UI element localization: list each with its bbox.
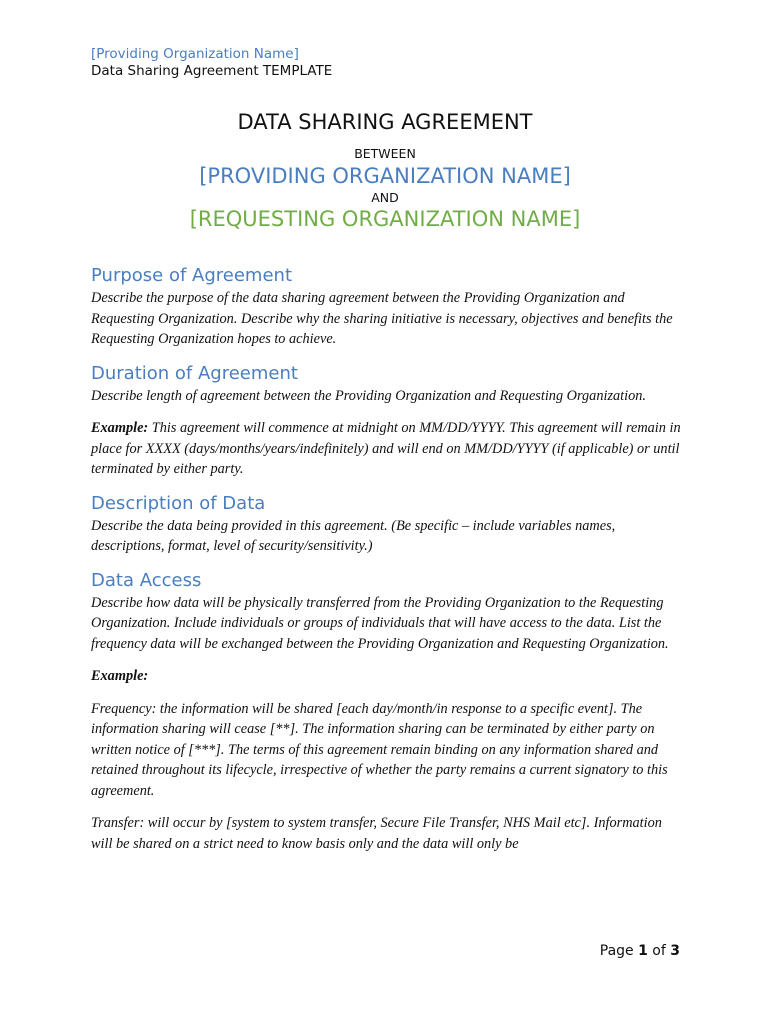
document-body [91,265,681,854]
of-label: of [647,943,671,959]
section-access [91,570,681,855]
page-current: 1 [638,943,648,959]
section-purpose [91,265,681,350]
access-frequency-text: Frequency: the information will be shared [each day/month/in response to a specific event]. The information sharing will cease [**]. The information sharing can be terminated by either party on written notice of [***]. The terms of this agreement remain binding on any information shared and retained throughout its lifecycle, irrespective of whether the party remains a current signatory to this agreement. [91,700,668,799]
duration-example-label: Example: [91,420,149,436]
section-text-purpose: Describe the purpose of the data sharing agreement between the Providing Organization and Requesting Organization. Describe why the sharing initiative is necessary, objectives and benefits the Requesting Organization hopes to achieve. [91,290,673,347]
providing-org-name: [PROVIDING ORGANIZATION NAME] [199,164,571,188]
section-heading-purpose: Purpose of Agreement [91,265,292,286]
duration-example-text: This agreement will commence at midnight on MM/DD/YYYY. This agreement will remain in place for XXXX (days/months/years/indefinitely) and will end on MM/DD/YYYY (if applicable) or until terminated by either party. [91,420,681,477]
section-description [91,493,681,557]
document-title: DATA SHARING AGREEMENT [237,110,533,134]
section-duration [91,363,681,480]
header-org-placeholder: [Providing Organization Name] [91,46,299,62]
page-header [91,46,332,80]
page-number [600,942,680,960]
section-heading-access: Data Access [91,569,202,591]
section-heading-duration: Duration of Agreement [91,362,298,384]
requesting-org-name: [REQUESTING ORGANIZATION NAME] [189,207,581,231]
section-text-description: Describe the data being provided in this agreement. (Be specific – include variables names, descriptions, format, level of security/sensitivity.) [91,517,616,554]
and-label: AND [371,190,399,205]
between-label: BETWEEN [354,146,416,161]
access-example-label: Example: [91,668,149,684]
header-doc-title: Data Sharing Agreement TEMPLATE [91,63,333,79]
section-heading-description: Description of Data [91,492,266,514]
duration-example [91,418,681,480]
section-text-duration: Describe length of agreement between the Providing Organization and Requesting Organization. [91,387,646,404]
section-text-access: Describe how data will be physically transferred from the Providing Organization to the Requesting Organization. Include individuals or groups of individuals that will have access to the data. List the frequency data will be exchanged between the Providing Organization and Requesting Organization. [91,594,669,652]
access-transfer-text: Transfer: will occur by [system to system transfer, Secure File Transfer, NHS Mail etc]. Information will be shared on a strict need to know basis only and the data will only be [91,815,662,852]
page-total: 3 [670,943,680,959]
page-label: Page [599,943,639,959]
